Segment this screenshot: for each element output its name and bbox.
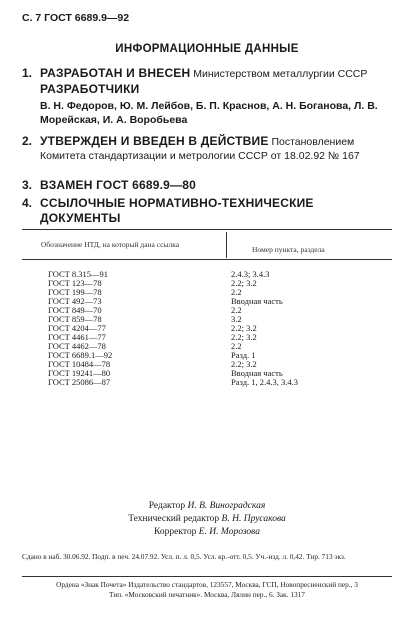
item-caps: ВЗАМЕН ГОСТ 6689.9—80 <box>40 178 196 192</box>
credit-tech-editor <box>0 513 414 525</box>
table-cell-section: 2.2 <box>231 305 242 315</box>
table-header-document: Обозначение НТД, на который дана ссылка <box>40 240 180 249</box>
table-column-divider <box>226 232 227 258</box>
section-title: ИНФОРМАЦИОННЫЕ ДАННЫЕ <box>115 43 299 55</box>
table-cell-document: ГОСТ 25086—87 <box>48 377 111 387</box>
table-cell-document: ГОСТ 4462—78 <box>48 341 106 351</box>
table-header-rule <box>22 259 392 260</box>
table-cell-section: Разд. 1 <box>231 350 256 360</box>
item-1 <box>22 66 392 81</box>
table-cell-document: ГОСТ 123—78 <box>48 278 102 288</box>
table-header-section: Номер пункта, раздела <box>252 245 325 254</box>
item-caps: ССЫЛОЧНЫЕ НОРМАТИВНО-ТЕХНИЧЕСКИЕ ДОКУМЕНТЫ <box>40 196 314 225</box>
table-cell-document: ГОСТ 492—73 <box>48 296 102 306</box>
table-cell-document: ГОСТ 6689.1—92 <box>48 350 113 360</box>
table-cell-section: 2.2 <box>231 341 242 351</box>
publisher-line-2: Тип. «Московский печатник». Москва, Лялин пер., 6. Зак. 1317 <box>109 590 305 599</box>
credit-role: Редактор <box>148 501 188 511</box>
table-row <box>0 378 414 387</box>
table-cell-document: ГОСТ 4461—77 <box>48 332 106 342</box>
table-top-rule <box>22 229 392 230</box>
table-cell-section: 3.2 <box>231 314 242 324</box>
table-cell-document: ГОСТ 859—78 <box>48 314 102 324</box>
item-caps: УТВЕРЖДЕН И ВВЕДЕН В ДЕЙСТВИЕ <box>40 134 269 148</box>
table-cell-section: 2.2; 3.2 <box>231 278 257 288</box>
item-number: 1. <box>22 66 33 80</box>
item-text: Министерством металлургии СССР <box>190 68 368 80</box>
developers-list: В. Н. Федоров, Ю. М. Лейбов, Б. П. Краснов, А. Н. Боганова, Л. В. Морейская, И. А. Воробьева <box>40 100 378 126</box>
credit-role: Корректор <box>154 527 199 537</box>
table-cell-document: ГОСТ 19241—80 <box>48 368 111 378</box>
page-header: С. 7 ГОСТ 6689.9—92 <box>22 12 130 24</box>
item-caps: РАЗРАБОТАН И ВНЕСЕН <box>40 66 191 80</box>
table-cell-document: ГОСТ 8.315—91 <box>48 269 109 279</box>
developers-heading-row <box>22 82 392 97</box>
table-cell-document: ГОСТ 849—70 <box>48 305 102 315</box>
item-4 <box>22 196 392 226</box>
footer-rule <box>22 576 392 577</box>
developers-heading: РАЗРАБОТЧИКИ <box>40 82 140 96</box>
table-cell-section: 2.2; 3.2 <box>231 332 257 342</box>
table-cell-section: 2.2; 3.2 <box>231 359 257 369</box>
item-number: 4. <box>22 196 33 210</box>
credit-role: Технический редактор <box>128 514 222 524</box>
publisher-line-1: Ордена «Знак Почета» Издательство стандартов, 123557, Москва, ГСП, Новопресненский пер., 3 <box>56 580 358 589</box>
table-cell-document: ГОСТ 199—78 <box>48 287 102 297</box>
table-cell-document: ГОСТ 10484—78 <box>48 359 111 369</box>
table-cell-section: Вводная часть <box>231 368 283 378</box>
credit-person: Е. И. Морозова <box>198 527 260 537</box>
item-2 <box>22 134 392 163</box>
table-cell-section: 2.4.3; 3.4.3 <box>231 269 270 279</box>
item-number: 2. <box>22 134 33 148</box>
item-number: 3. <box>22 178 33 192</box>
imprint-line: Сдано в наб. 30.06.92. Подп. в печ. 24.07.92. Усл. п. л. 0,5. Усл. кр.-отт. 0,5. Уч.-изд. л. 0,42. Тир. 713 экз. <box>22 552 346 561</box>
item-text: Постановлением Комитета стандартизации и метрологии СССР от 18.02.92 № 167 <box>40 136 360 162</box>
credit-person: И. В. Виноградская <box>187 501 266 511</box>
table-cell-section: Вводная часть <box>231 296 283 306</box>
table-cell-section: Разд. 1, 2.4.3, 3.4.3 <box>231 377 299 387</box>
credit-editor <box>0 500 414 512</box>
table-cell-document: ГОСТ 4204—77 <box>48 323 106 333</box>
credit-person: В. Н. Прусакова <box>221 514 286 524</box>
table-cell-section: 2.2; 3.2 <box>231 323 257 333</box>
credit-proofreader <box>0 526 414 538</box>
item-3 <box>22 178 392 193</box>
table-cell-section: 2.2 <box>231 287 242 297</box>
